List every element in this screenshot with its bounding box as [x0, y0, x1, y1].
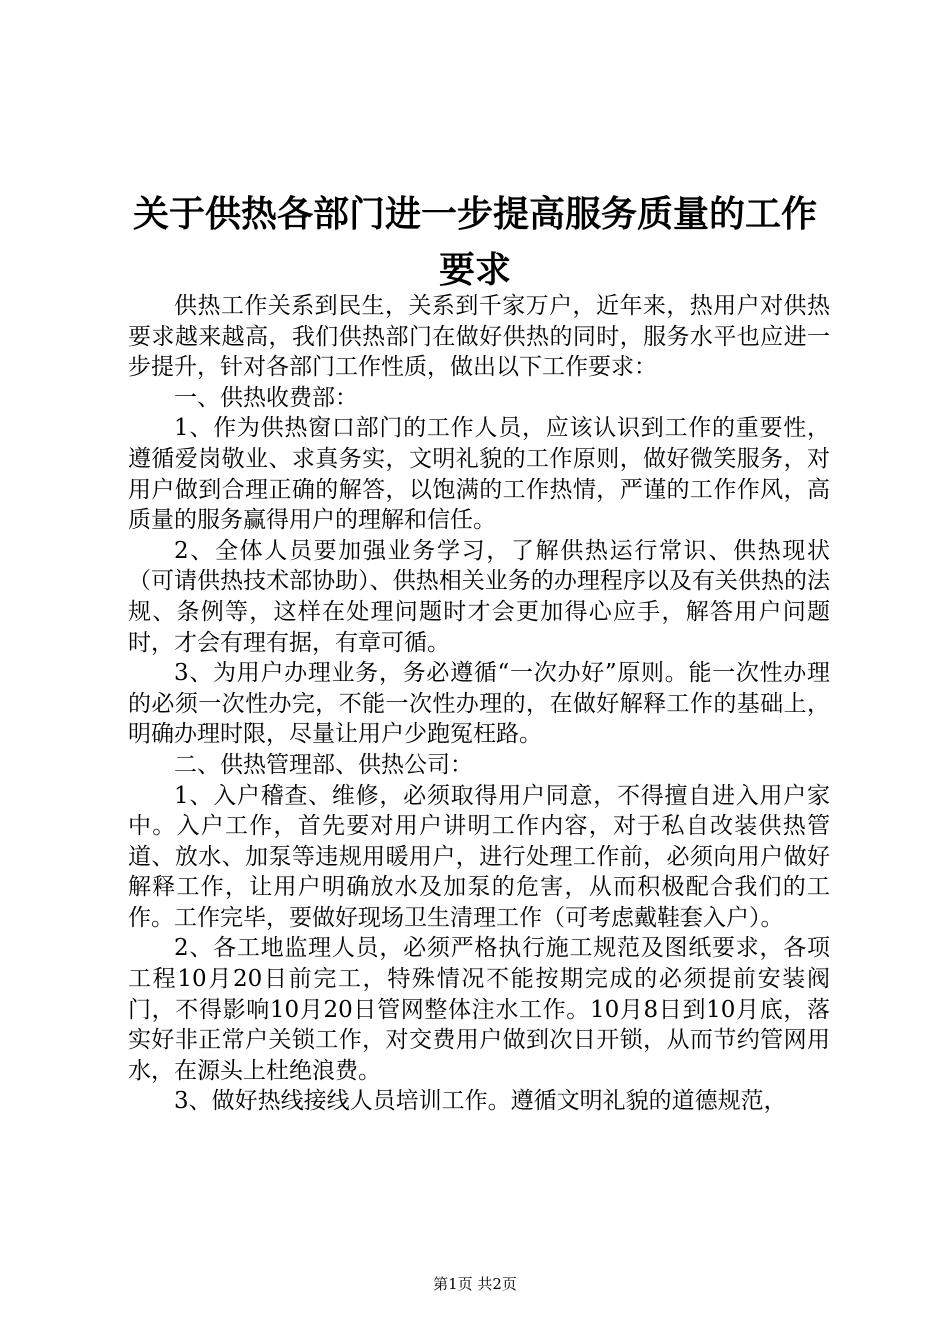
section-heading-billing: 一、供热收费部： [174, 384, 358, 411]
paragraph-intro: 供热工作关系到民生，关系到千家万户，近年来，热用户对供热要求越来越高，我们供热部门在做好供热的同时，服务水平也应进一步提升，针对各部门工作性质，做出以下工作要求： [128, 293, 830, 381]
paragraph-management-1: 1、入户稽查、维修，必须取得用户同意，不得擅自进入用户家中。入户工作，首先要对用户讲明工作内容，对于私自改装供热管道、放水、加泵等违规用暖用户，进行处理工作前，必须向用户做好解释工作，让用户明确放水及加泵的危害，从而积极配合我们的工作。工作完毕，要做好现场卫生清理工作（可考虑戴鞋套入户）。 [128, 782, 830, 931]
document-title: 关于供热各部门进一步提高服务质量的工作要求 [132, 193, 817, 291]
document-body [128, 291, 830, 1117]
paragraph-billing-1: 1、作为供热窗口部门的工作人员，应该认识到工作的重要性，遵循爱岗敬业、求真务实，文明礼貌的工作原则，做好微笑服务，对用户做到合理正确的解答，以饱满的工作热情，严谨的工作作风，高质量的服务赢得用户的理解和信任。 [128, 415, 830, 534]
page-number-footer: 第1页 共2页 [433, 1275, 517, 1293]
paragraph-billing-2: 2、全体人员要加强业务学习，了解供热运行常识、供热现状（可请供热技术部协助）、供热相关业务的办理程序以及有关供热的法规、条例等，这样在处理问题时才会更加得心应手，解答用户问题时，才会有理有据，有章可循。 [128, 537, 830, 656]
paragraph-management-2: 2、各工地监理人员，必须严格执行施工规范及图纸要求，各项工程10月20日前完工，特殊情况不能按期完成的必须提前安装阀门，不得影响10月20日管网整体注水工作。10月8日到10月底，落实好非正常户关锁工作，对交费用户做到次日开锁，从而节约管网用水，在源头上杜绝浪费。 [128, 935, 830, 1084]
paragraph-billing-3: 3、为用户办理业务，务必遵循“一次办好”原则。能一次性办理的必须一次性办完，不能一次性办理的，在做好解释工作的基础上，明确办理时限，尽量让用户少跑冤枉路。 [128, 660, 830, 748]
section-heading-management: 二、供热管理部、供热公司： [174, 751, 473, 778]
paragraph-management-3: 3、做好热线接线人员培训工作。遵循文明礼貌的道德规范， [174, 1088, 787, 1115]
